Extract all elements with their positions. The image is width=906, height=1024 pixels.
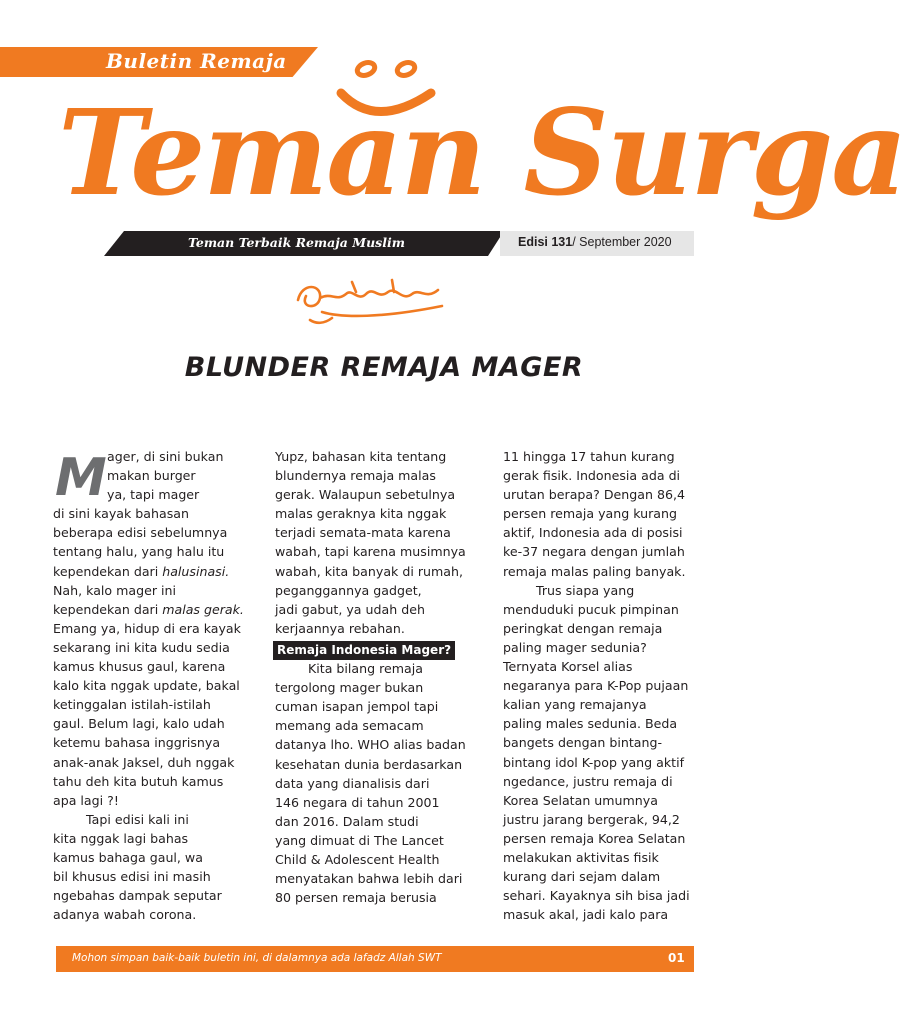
text-line: jadi gabut, ya udah deh (275, 601, 425, 617)
text-line: ager, di sini bukan (107, 449, 224, 464)
text-line: malas geraknya kita nggak (275, 506, 447, 522)
text-line: kesehatan dunia berdasarkan (275, 756, 463, 772)
text-line: menduduki pucuk pimpinan (503, 601, 679, 617)
text-line: kerjaannya rebahan. (275, 620, 405, 636)
text-line: urutan berapa? Dengan 86,4 (503, 487, 685, 503)
text-line: bangets dengan bintang- (503, 735, 663, 751)
calligraphy-ornament (292, 272, 452, 328)
text-line: sehari. Kayaknya sih bisa jadi (503, 888, 690, 904)
text-line: gaul. Belum lagi, kalo udah (53, 716, 225, 732)
text-line: Nah, kalo mager ini (53, 582, 177, 598)
text-line: Emang ya, hidup di era kayak (53, 620, 241, 636)
text-line: gerak fisik. Indonesia ada di (503, 468, 681, 484)
text-line: 80 persen remaja berusia (275, 890, 437, 906)
masthead (58, 55, 906, 245)
text-line: persen remaja yang kurang (503, 506, 677, 522)
text-line: ketemu bahasa inggrisnya (53, 735, 221, 751)
section-subheading: Remaja Indonesia Mager? (273, 641, 455, 660)
text-line: justru jarang bergerak, 94,2 (503, 811, 680, 827)
text-line: ngedance, justru remaja di (503, 773, 673, 789)
text-line: Kita bilang remaja (308, 661, 423, 677)
text-line: 146 negara di tahun 2001 (275, 794, 440, 810)
text-line: kependekan dari halusinasi. (53, 563, 230, 579)
text-line: cuman isapan jempol tapi (275, 699, 439, 715)
text-line: peganggannya gadget, (275, 582, 422, 598)
text-line: memang ada semacam (275, 718, 424, 734)
text-line: wabah, kita banyak di rumah, (275, 563, 463, 579)
text-line: peringkat dengan remaja (503, 620, 663, 636)
text-line: data yang dianalisis dari (275, 775, 430, 791)
text-line: makan burger (107, 468, 196, 484)
text-line: tentang halu, yang halu itu (53, 544, 225, 560)
article-headline: BLUNDER REMAJA MAGER (184, 352, 584, 383)
text-line: kita nggak lagi bahas (53, 830, 189, 846)
text-line: sekarang ini kita kudu sedia (53, 639, 230, 655)
text-line: remaja malas paling banyak. (503, 563, 686, 579)
text-line: paling mager sedunia? (503, 639, 647, 655)
text-line: beberapa edisi sebelumnya (53, 525, 228, 541)
text-line: ke-37 negara dengan jumlah (503, 544, 685, 560)
text-line: adanya wabah corona. (53, 907, 197, 923)
text-line: ketinggalan istilah-istilah (53, 697, 211, 713)
text-line: blundernya remaja malas (275, 468, 436, 484)
text-line: tergolong mager bukan (275, 680, 424, 696)
tagline: Teman Terbaik Remaja Muslim (188, 235, 405, 250)
text-line: kurang dari sejam dalam (503, 869, 661, 885)
text-line: Child & Adolescent Health (275, 851, 440, 867)
text-line: melakukan aktivitas fisik (503, 849, 659, 865)
text-line: persen remaja Korea Selatan (503, 830, 686, 846)
article-column-3 (503, 447, 703, 924)
text-line: gerak. Walaupun sebetulnya (275, 487, 456, 503)
text-line: Ternyata Korsel alias (503, 659, 633, 675)
article-column-2 (275, 447, 487, 907)
dropcap: M (55, 448, 107, 508)
text-line: tahu deh kita butuh kamus (53, 773, 224, 789)
text-line: Yupz, bahasan kita tentang (275, 449, 447, 464)
text-line: kalo kita nggak update, bakal (53, 678, 240, 694)
text-line: Korea Selatan umumnya (503, 792, 658, 808)
text-line: ya, tapi mager (107, 487, 200, 503)
text-line: bil khusus edisi ini masih (53, 869, 211, 885)
edition-date: / September 2020 (572, 235, 672, 249)
text-line: kependekan dari malas gerak. (53, 601, 244, 617)
text-line: ngebahas dampak seputar (53, 888, 222, 904)
text-line: Trus siapa yang (536, 582, 635, 598)
text-line: negaranya para K-Pop pujaan (503, 678, 689, 694)
text-line: kalian yang remajanya (503, 697, 647, 713)
article-column-1 (53, 447, 258, 924)
text-line: anak-anak Jaksel, duh nggak (53, 754, 235, 770)
text-line: datanya lho. WHO alias badan (275, 737, 466, 753)
text-line: 11 hingga 17 tahun kurang (503, 449, 675, 464)
text-line: Tapi edisi kali ini (86, 811, 189, 827)
page-number: 01 (668, 951, 685, 965)
text-line: aktif, Indonesia ada di posisi (503, 525, 683, 541)
text-line: di sini kayak bahasan (53, 506, 189, 522)
edition-info (518, 235, 672, 249)
footer-note: Mohon simpan baik-baik buletin ini, di dalamnya ada lafadz Allah SWT (72, 952, 442, 964)
edition-number: Edisi 131 (518, 235, 573, 249)
text-line: apa lagi ?! (53, 792, 119, 808)
text-line: kamus bahaga gaul, wa (53, 849, 203, 865)
text-line: wabah, tapi karena musimnya (275, 544, 466, 560)
bulletin-label: Buletin Remaja (106, 49, 287, 73)
text-line: menyatakan bahwa lebih dari (275, 871, 463, 887)
text-line: kamus khusus gaul, karena (53, 659, 226, 675)
text-line: paling males sedunia. Beda (503, 716, 678, 732)
text-line: masuk akal, jadi kalo para (503, 907, 669, 923)
text-line: dan 2016. Dalam studi (275, 813, 419, 829)
text-line: yang dimuat di The Lancet (275, 832, 444, 848)
text-line: bintang idol K-pop yang aktif (503, 754, 685, 770)
publication-title: Teman Surga (58, 83, 906, 222)
text-line: terjadi semata-mata karena (275, 525, 451, 541)
